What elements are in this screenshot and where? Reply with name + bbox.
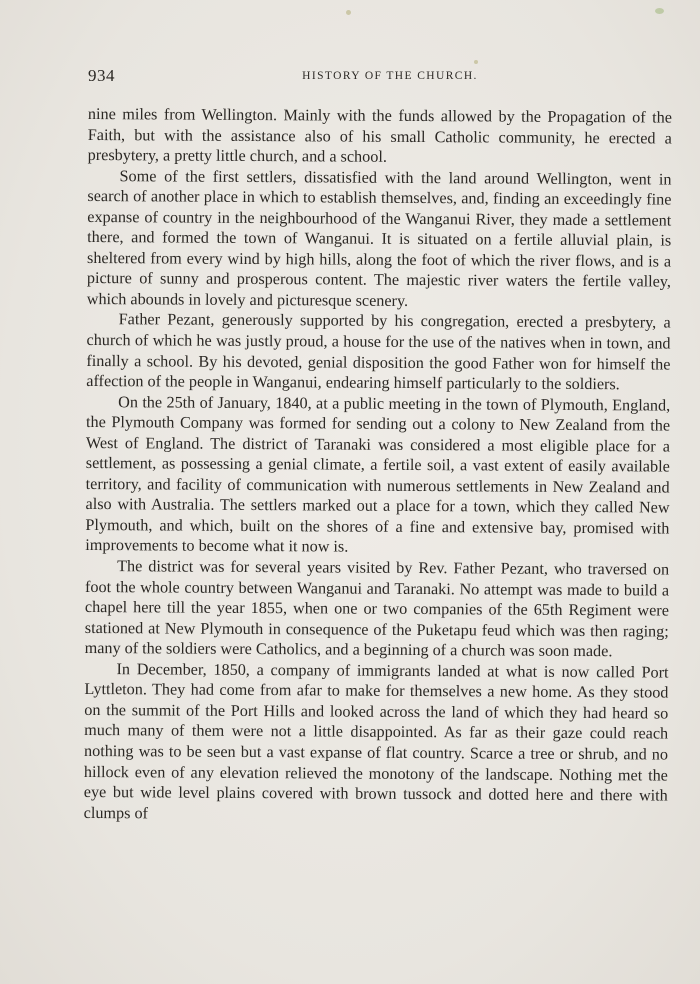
- paragraph: In December, 1850, a company of immigrants landed at what is now called Port Lyttleton. They had come from afar to make for themselves a new home. As they stood on the summit of the Port Hills and looked across the land of which they had heard so much many of them were not a little disappointed. As far as their gaze could reach nothing was to be seen but a vast expanse of flat country. Scarce a tree or shrub, and no hillock even of any elevation relieved the monotony of the landscape. Nothing met the eye but wide level plains covered with brown tussock and dotted here and there with clumps of: [83, 659, 669, 822]
- paragraph: Some of the first settlers, dissatisfied with the land around Wellington, went in search of another place in which to establish themselves, and, finding an exceedingly fine expanse of country in the neighbourhood of the Wanganui River, they made a settlement there, and formed the town of Wanganui. It is situated on a fertile alluvial plain, is sheltered from every wind by high hills, along the foot of which the river flows, and is a picture of sunny and prosperous content. The majestic river waters the fertile valley, which abounds in lovely and picturesque scenery.: [86, 166, 672, 310]
- page-number: 934: [88, 66, 115, 85]
- body-text: [84, 104, 672, 827]
- paper-stain: [346, 10, 351, 15]
- paragraph: On the 25th of January, 1840, at a public meeting in the town of Plymouth, England, the Plymouth Company was formed for sending out a colony to New Zealand from the West of England. The district of Taranaki was considered a most eligible place for a settlement, as possessing a genial climate, a fertile soil, a vast extent of easily available territory, and facility of communication with numerous settlements in New Zealand and also with Australia. The settlers marked out a place for a town, which they called New Plymouth, and which, built on the shores of a fine and extensive bay, promised with improvements to become what it now is.: [85, 392, 671, 557]
- paragraph: nine miles from Wellington. Mainly with the funds allowed by the Propagation of the Faith, but with the assistance also of his small Catholic community, he erected a presbytery, a pretty little church, and a school.: [87, 104, 672, 166]
- paragraph: Father Pezant, generously supported by his congregation, erected a presbytery, a church of which he was justly proud, a house for the use of the natives when in town, and finally a school. By his devoted, genial disposition the good Father won for himself the affection of the people in Wanganui, endearing himself particularly to the soldiers.: [86, 310, 671, 394]
- paper-stain: [474, 60, 478, 64]
- paragraph: The district was for several years visited by Rev. Father Pezant, who traversed on foot the whole country between Wanganui and Taranaki. No attempt was made to build a chapel here till the year 1855, when one or two companies of the 65th Regiment were stationed at New Plymouth in consequence of the Puketapu feud which was then raging; many of the soldiers were Catholics, and a beginning of a church was soon made.: [84, 557, 670, 661]
- paper-stain: [655, 8, 664, 14]
- page-header: [88, 66, 672, 90]
- running-head: HISTORY OF THE CHURCH.: [302, 70, 478, 82]
